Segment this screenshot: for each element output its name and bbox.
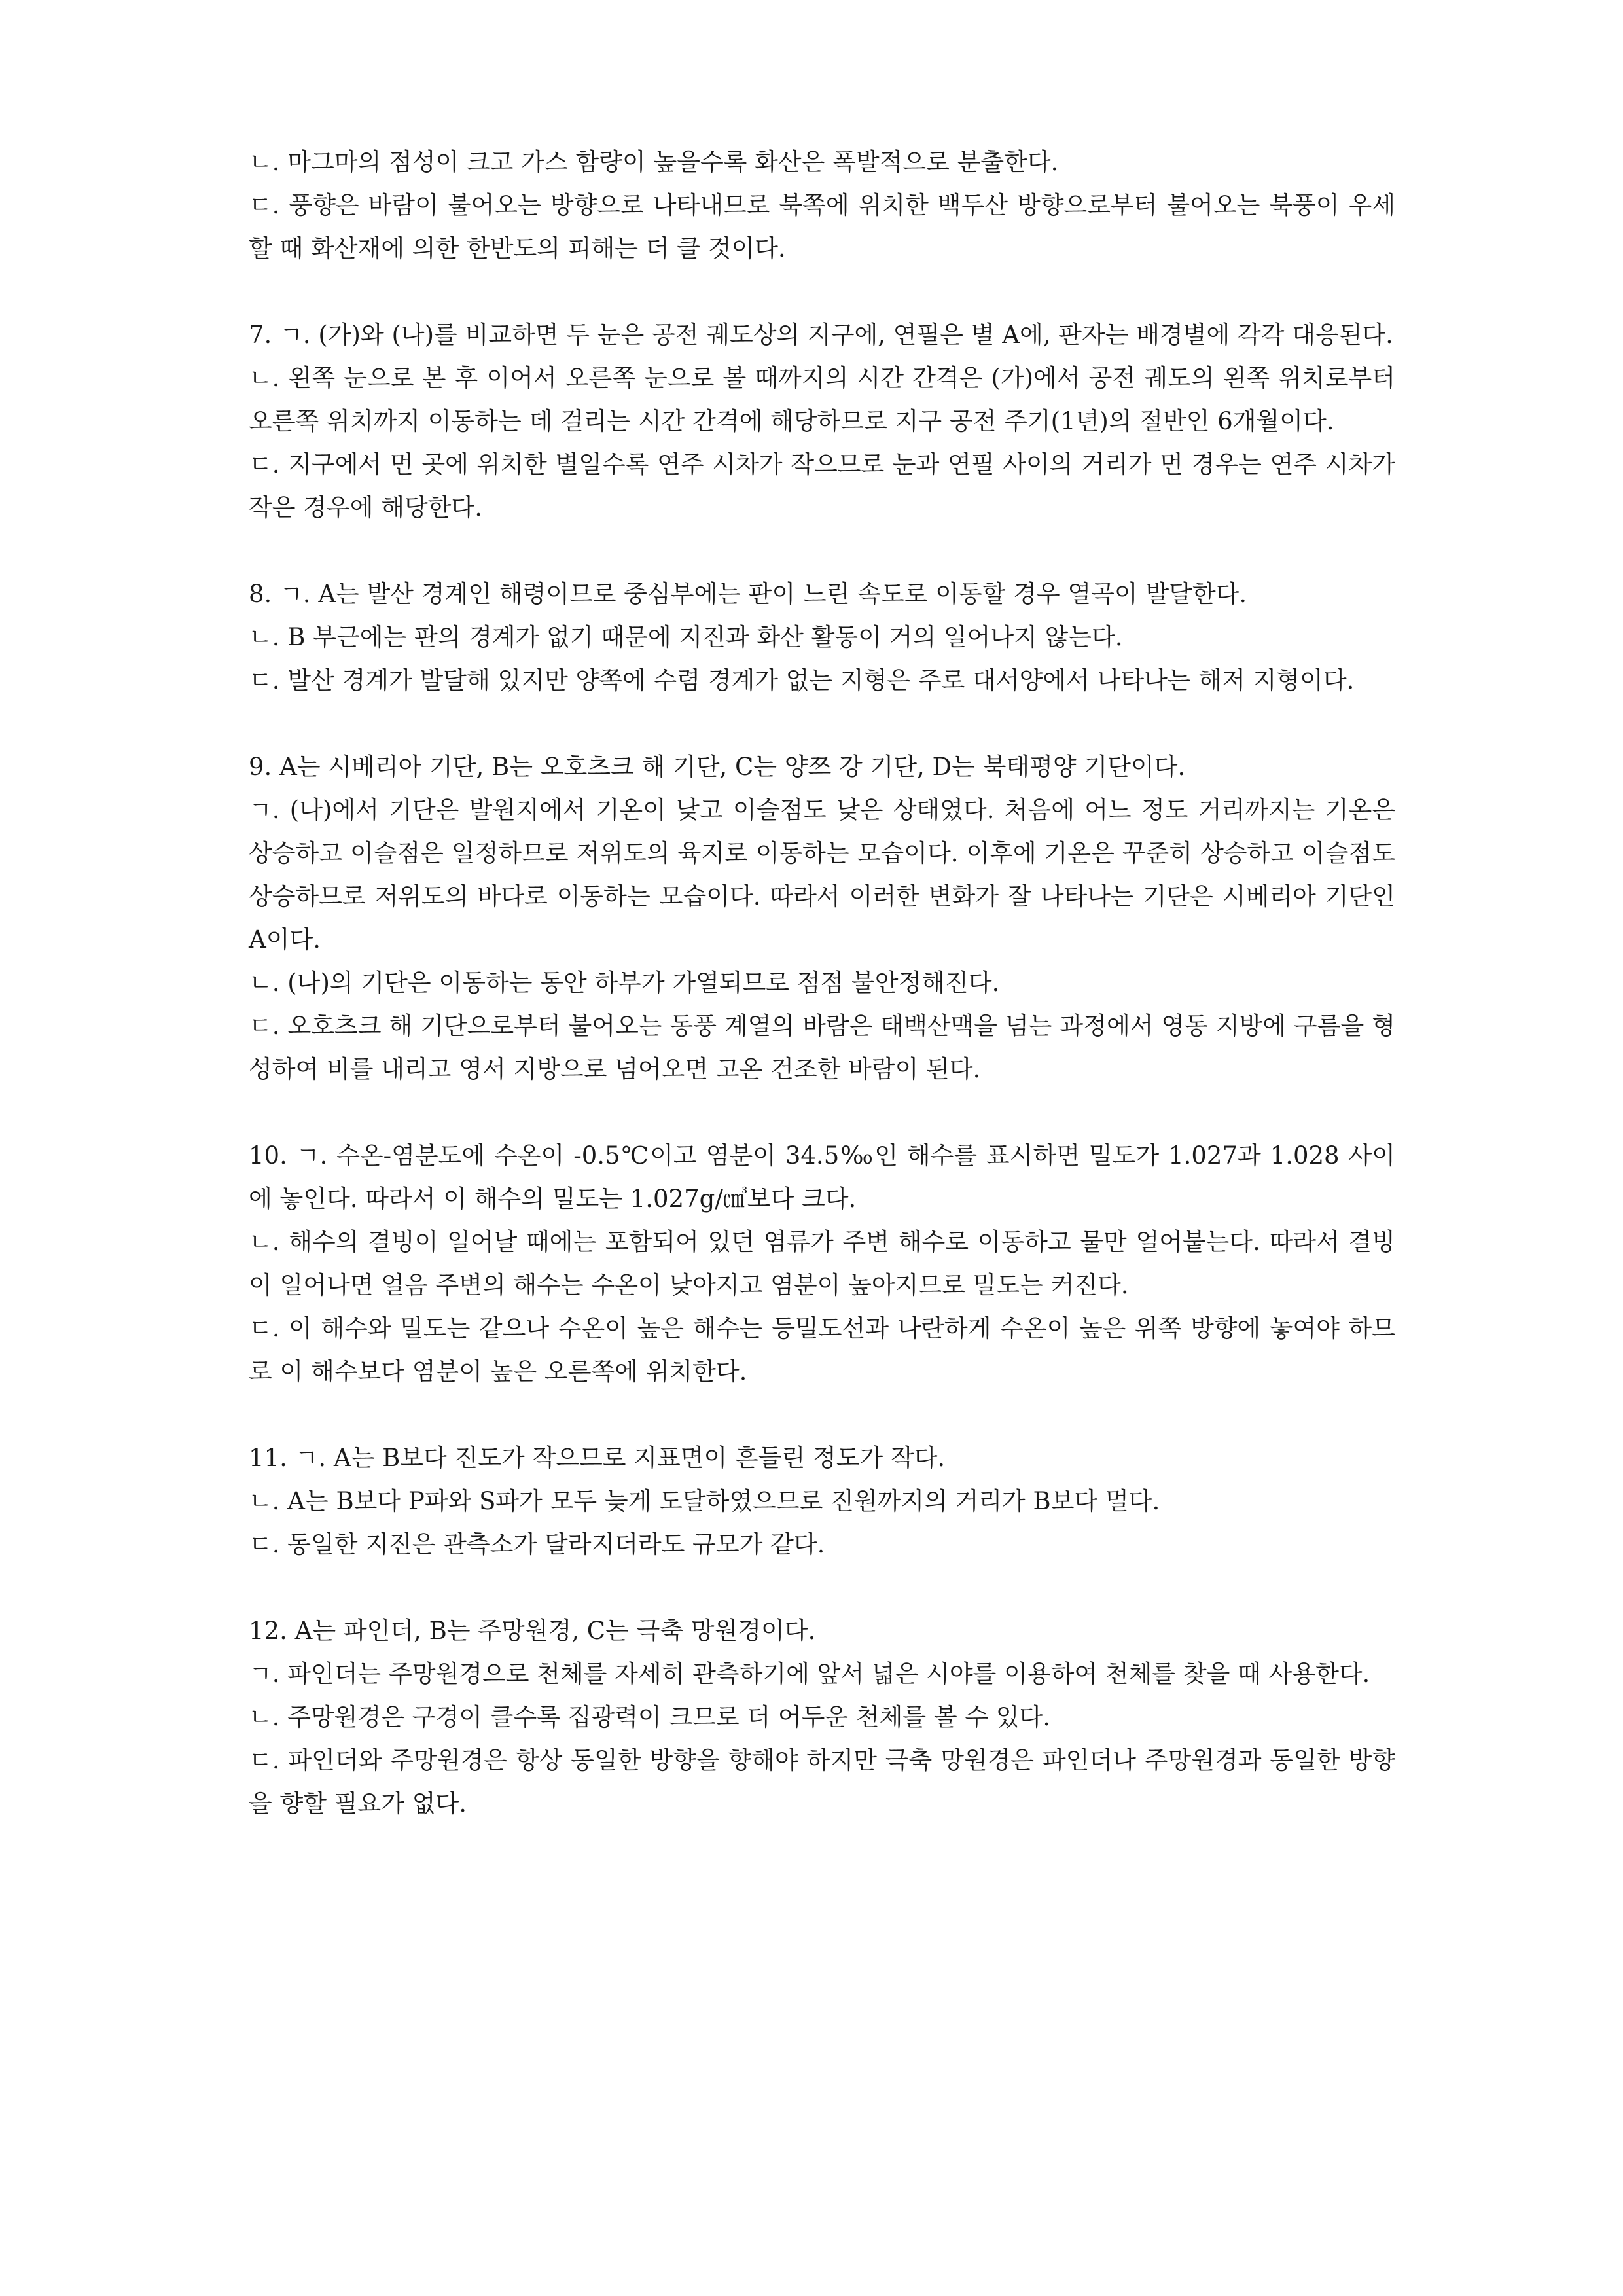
statement-7-a: 7. ㄱ. (가)와 (나)를 비교하면 두 눈은 공전 궤도상의 지구에, 연필은 별 A에, 판자는 배경별에 각각 대응된다. <box>249 321 1393 349</box>
section-8 <box>249 573 1395 702</box>
statement-12-b: ㄴ. 주망원경은 구경이 클수록 집광력이 크므로 더 어두운 천체를 볼 수 있다. <box>249 1703 1051 1731</box>
section-11 <box>249 1437 1395 1566</box>
section-7 <box>249 314 1395 529</box>
section-6-continued <box>249 141 1395 270</box>
statement-6-c: ㄷ. 풍향은 바람이 불어오는 방향으로 나타내므로 북쪽에 위치한 백두산 방향으로부터 불어오는 북풍이 우세할 때 화산재에 의한 한반도의 피해는 더 클 것이다. <box>249 191 1395 262</box>
statement-9-a: ㄱ. (나)에서 기단은 발원지에서 기온이 낮고 이슬점도 낮은 상태였다. 처음에 어느 정도 거리까지는 기온은 상승하고 이슬점은 일정하므로 저위도의 육지로 이동하는 모습이다. 이후에 기온은 꾸준히 상승하고 이슬점도 상승하므로 저위도의 바다로 이동하는 모습이다. 따라서 이러한 변화가 잘 나타나는 기단은 시베리아 기단인 A이다. <box>249 796 1395 954</box>
statement-10-a: 10. ㄱ. 수온-염분도에 수온이 -0.5℃이고 염분이 34.5‰인 해수를 표시하면 밀도가 1.027과 1.028 사이에 놓인다. 따라서 이 해수의 밀도는 1.027g/㎤보다 크다. <box>249 1141 1395 1213</box>
section-10 <box>249 1134 1395 1393</box>
statement-8-a: 8. ㄱ. A는 발산 경계인 해령이므로 중심부에는 판이 느린 속도로 이동할 경우 열곡이 발달한다. <box>249 580 1247 608</box>
statement-10-b: ㄴ. 해수의 결빙이 일어날 때에는 포함되어 있던 염류가 주변 해수로 이동하고 물만 얼어붙는다. 따라서 결빙이 일어나면 얼음 주변의 해수는 수온이 낮아지고 염분이 높아지므로 밀도는 커진다. <box>249 1228 1395 1299</box>
statement-11-b: ㄴ. A는 B보다 P파와 S파가 모두 늦게 도달하였으므로 진원까지의 거리가 B보다 멀다. <box>249 1487 1160 1515</box>
statement-12-a: ㄱ. 파인더는 주망원경으로 천체를 자세히 관측하기에 앞서 넓은 시야를 이용하여 천체를 찾을 때 사용한다. <box>249 1660 1370 1688</box>
statement-7-c: ㄷ. 지구에서 먼 곳에 위치한 별일수록 연주 시차가 작으므로 눈과 연필 사이의 거리가 먼 경우는 연주 시차가 작은 경우에 해당한다. <box>249 450 1395 522</box>
section-12 <box>249 1609 1395 1825</box>
statement-12-c: ㄷ. 파인더와 주망원경은 항상 동일한 방향을 향해야 하지만 극축 망원경은 파인더나 주망원경과 동일한 방향을 향할 필요가 없다. <box>249 1746 1395 1818</box>
statement-11-a: 11. ㄱ. A는 B보다 진도가 작으므로 지표면이 흔들린 정도가 작다. <box>249 1444 946 1472</box>
statement-6-b: ㄴ. 마그마의 점성이 크고 가스 함량이 높을수록 화산은 폭발적으로 분출한다. <box>249 148 1059 176</box>
statement-10-c: ㄷ. 이 해수와 밀도는 같으나 수온이 높은 해수는 등밀도선과 나란하게 수온이 높은 위쪽 방향에 놓여야 하므로 이 해수보다 염분이 높은 오른쪽에 위치한다. <box>249 1314 1395 1386</box>
answer-explanation-page <box>249 141 1395 1869</box>
statement-9-intro: 9. A는 시베리아 기단, B는 오호츠크 해 기단, C는 양쯔 강 기단, D는 북태평양 기단이다. <box>249 753 1186 781</box>
statement-7-b: ㄴ. 왼쪽 눈으로 본 후 이어서 오른쪽 눈으로 볼 때까지의 시간 간격은 (가)에서 공전 궤도의 왼쪽 위치로부터 오른쪽 위치까지 이동하는 데 걸리는 시간 간격에 해당하므로 지구 공전 주기(1년)의 절반인 6개월이다. <box>249 364 1395 435</box>
statement-12-intro: 12. A는 파인더, B는 주망원경, C는 극축 망원경이다. <box>249 1617 816 1645</box>
statement-8-b: ㄴ. B 부근에는 판의 경계가 없기 때문에 지진과 화산 활동이 거의 일어나지 않는다. <box>249 623 1123 651</box>
statement-9-c: ㄷ. 오호츠크 해 기단으로부터 불어오는 동풍 계열의 바람은 태백산맥을 넘는 과정에서 영동 지방에 구름을 형성하여 비를 내리고 영서 지방으로 넘어오면 고온 건조한 바람이 된다. <box>249 1012 1395 1083</box>
statement-8-c: ㄷ. 발산 경계가 발달해 있지만 양쪽에 수렴 경계가 없는 지형은 주로 대서양에서 나타나는 해저 지형이다. <box>249 666 1355 694</box>
statement-11-c: ㄷ. 동일한 지진은 관측소가 달라지더라도 규모가 같다. <box>249 1530 825 1558</box>
statement-9-b: ㄴ. (나)의 기단은 이동하는 동안 하부가 가열되므로 점점 불안정해진다. <box>249 969 1000 997</box>
section-9 <box>249 745 1395 1091</box>
